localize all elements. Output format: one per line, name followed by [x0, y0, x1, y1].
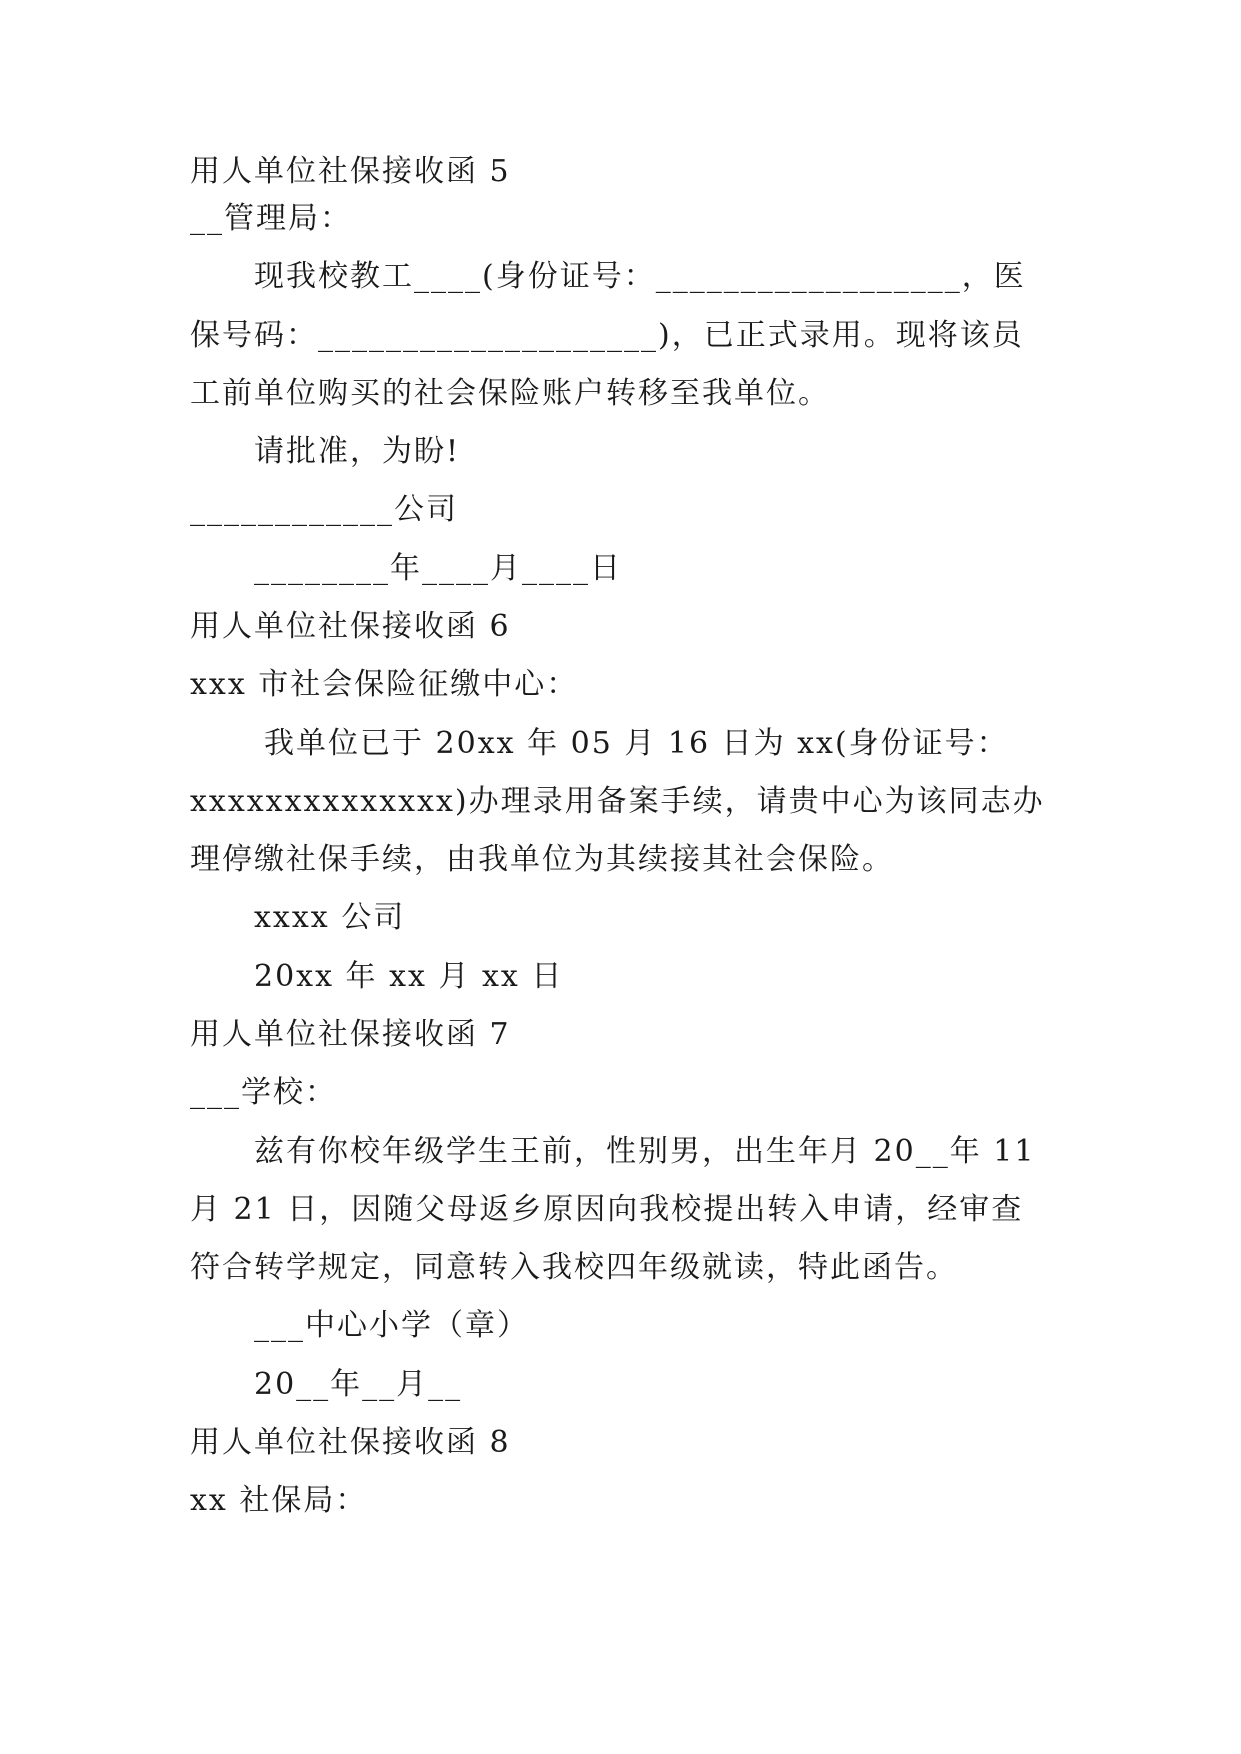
- letter-5-request: 请批准，为盼!: [254, 434, 461, 469]
- letter-6-title: 用人单位社保接收函 6: [190, 609, 511, 644]
- letter-6-body-line-1: 我单位已于 20xx 年 05 月 16 日为 xx(身份证号：: [264, 726, 1009, 761]
- letter-7-school-seal: ___中心小学（章）: [254, 1308, 529, 1343]
- letter-7-addressee: ___学校：: [190, 1075, 337, 1110]
- letter-7-body-line-3: 符合转学规定，同意转入我校四年级就读，特此函告。: [190, 1250, 958, 1285]
- letter-6-body-line-2: xxxxxxxxxxxxxx)办理录用备案手续，请贵中心为该同志办: [190, 784, 1045, 819]
- letter-7-title: 用人单位社保接收函 7: [190, 1017, 511, 1052]
- letter-5-company: ____________公司: [190, 492, 458, 527]
- letter-5-body-line-3: 工前单位购买的社会保险账户转移至我单位。: [190, 376, 830, 411]
- letter-7-date: 20__年__月__: [254, 1367, 463, 1402]
- letter-8-addressee: xx 社保局：: [190, 1483, 368, 1518]
- letter-6-date: 20xx 年 xx 月 xx 日: [254, 959, 564, 994]
- letter-8-title: 用人单位社保接收函 8: [190, 1425, 511, 1460]
- letter-5-title: 用人单位社保接收函 5: [190, 154, 511, 189]
- letter-7-body-line-2: 月 21 日，因随父母返乡原因向我校提出转入申请，经审查: [190, 1192, 1024, 1227]
- letter-5-body-line-2: 保号码：____________________)，已正式录用。现将该员: [190, 318, 1024, 353]
- letter-6-addressee: xxx 市社会保险征缴中心：: [190, 667, 579, 702]
- letter-7-body-line-1: 兹有你校年级学生王前，性别男，出生年月 20__年 11: [254, 1134, 1036, 1169]
- letter-6-body-line-3: 理停缴社保手续，由我单位为其续接其社会保险。: [190, 842, 894, 877]
- letter-5-addressee: __管理局：: [190, 201, 352, 236]
- letter-6-company: xxxx 公司: [254, 900, 406, 935]
- letter-5-body-line-1: 现我校教工____(身份证号：__________________，医: [254, 259, 1026, 294]
- letter-5-date: ________年____月____日: [254, 551, 622, 586]
